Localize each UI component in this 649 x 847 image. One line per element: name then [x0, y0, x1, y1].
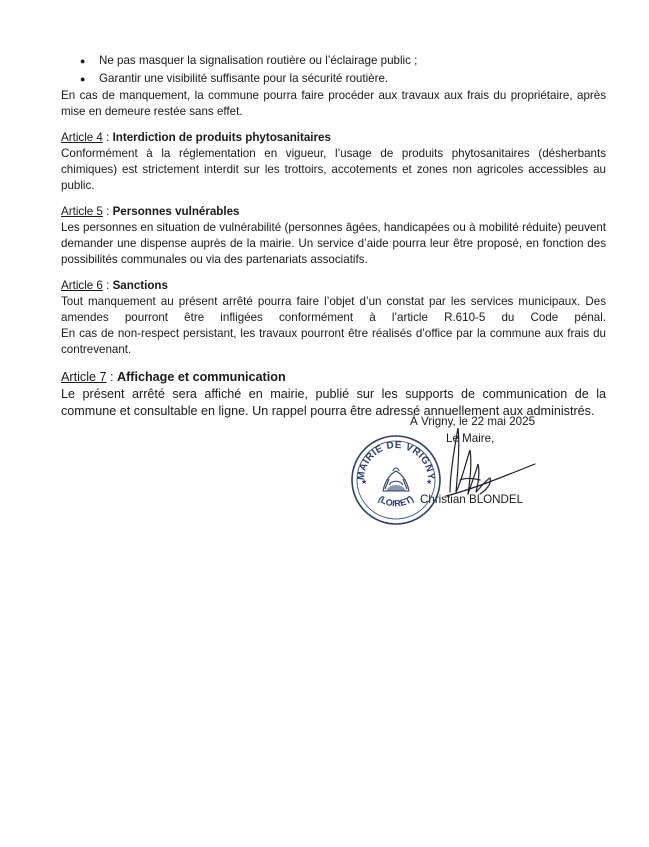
- article-heading: Article 4 : Interdiction de produits phytosanitaires: [61, 131, 331, 144]
- svg-text:★: ★: [426, 479, 433, 486]
- handwritten-signature: [420, 420, 540, 520]
- article-number: Article 7: [61, 370, 107, 384]
- article-body: Tout manquement au présent arrêté pourra faire l’objet d’un constat par les services municipaux. Des amendes pourront être infligées conformément à l’article R.610-5 du Code pénal.: [61, 295, 606, 324]
- article-title: Interdiction de produits phytosanitaires: [112, 131, 331, 144]
- signature-date: À Vrigny, le 22 mai 2025: [410, 415, 536, 428]
- document-body: [61, 52, 606, 420]
- article-heading: Article 5 : Personnes vulnérables: [61, 205, 240, 218]
- article-number: Article 4: [61, 131, 103, 144]
- bullet-icon: ●: [80, 56, 86, 66]
- list-item: ● Ne pas masquer la signalisation routière ou l’éclairage public ;: [61, 52, 606, 70]
- article-title: Sanctions: [112, 279, 168, 292]
- article-title: Affichage et communication: [117, 370, 286, 384]
- article-body: Conformément à la réglementation en vigueur, l’usage de produits phytosanitaires (désherbants chimiques) est strictement interdit sur les trottoirs, accotements et zones non agricoles accessibles au public.: [61, 147, 606, 192]
- article-title: Personnes vulnérables: [112, 205, 240, 218]
- bullet-icon: ●: [80, 74, 86, 84]
- bullet-list: [61, 52, 606, 88]
- article-7: [61, 368, 606, 420]
- signature-scribble-icon: [420, 420, 540, 520]
- intro-paragraph: En cas de manquement, la commune pourra faire procéder aux travaux aux frais du propriétaire, après mise en demeure restée sans effet.: [61, 89, 606, 118]
- seal-bottom-text: (LOIRET): [376, 493, 416, 509]
- article-body: Les personnes en situation de vulnérabilité (personnes âgées, handicapées ou à mobilité réduite) peuvent demander une dispense auprès de la mairie. Un service d’aide pourra leur être proposé, en fonction des possibilités communales ou via des partenariats associatifs.: [61, 221, 606, 266]
- signatory-name: Christian BLONDEL: [420, 493, 524, 506]
- article-number: Article 6: [61, 279, 103, 292]
- svg-text:(LOIRET): [377, 494, 416, 509]
- article-body: En cas de non-respect persistant, les travaux pourront être réalisés d’office par la commune aux frais du contrevenant.: [61, 327, 606, 356]
- article-body: Le présent arrêté sera affiché en mairie, publié sur les supports de communication de la commune et consultable en ligne. Un rappel pourra être adressé annuellement aux administrés.: [61, 387, 606, 418]
- seal-top-text: MAIRIE DE VRIGNY: [355, 439, 437, 481]
- svg-text:★: ★: [361, 479, 368, 486]
- article-heading: Article 6 : Sanctions: [61, 279, 168, 292]
- article-heading: Article 7 : Affichage et communication: [61, 370, 286, 384]
- article-5: [61, 203, 606, 268]
- signature-role: Le Maire,: [446, 432, 495, 445]
- article-6: [61, 277, 606, 358]
- list-item: ● Garantir une visibilité suffisante pour la sécurité routière.: [61, 70, 606, 88]
- article-number: Article 5: [61, 205, 103, 218]
- article-4: [61, 129, 606, 194]
